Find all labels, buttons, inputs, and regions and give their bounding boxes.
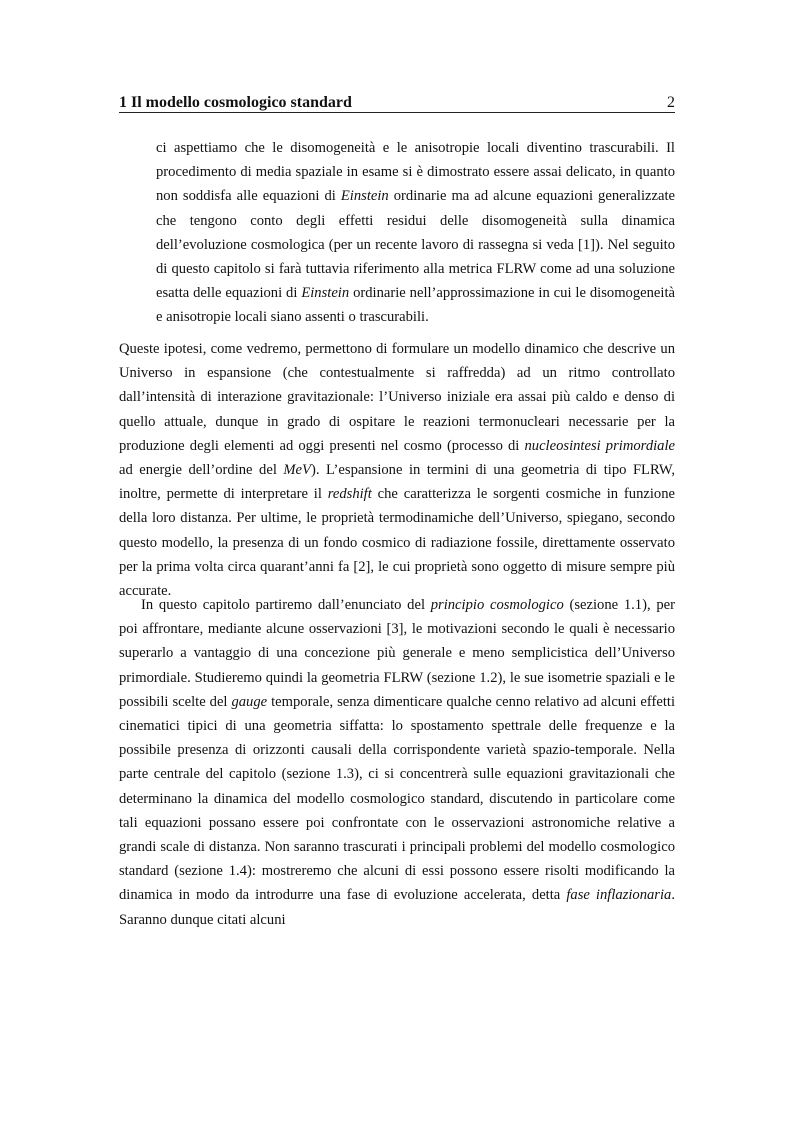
- paragraph-2: [119, 593, 675, 932]
- text-segment: ordinarie nell’approssimazione in cui le disomogeneità e anisotropie locali siano assenti o trascurabili.: [156, 285, 675, 326]
- text-segment: ci aspettiamo che le disomogeneità e le anisotropie locali diventino trascurabili. Il procedimento di media spaziale in esame si è dimostrato essere assai delicato, in quanto non soddisfa alle equazioni di: [156, 140, 675, 205]
- chapter-title: 1 Il modello cosmologico standard: [119, 94, 352, 111]
- text-segment: temporale, senza dimenticare qualche cenno relativo ad alcuni effetti cinematici tipici di una geometria siffatta: lo spostamento spettrale delle frequenze e la possibile presenza di orizzonti causali della corrispondente varietà spazio-temporale. Nella parte centrale del capitolo (sezione 1.3), ci si concentrerà sulle equazioni gravitazionali che determinano la dinamica del modello cosmologico standard, discutendo in particolare come tali equazioni possano essere poi confrontate con le osservazioni astronomiche relative a grandi scale di distanza. Non saranno trascurati i principali problemi del modello cosmologico standard (sezione 1.4): mostreremo che alcuni di essi possono essere risolti modificando la dinamica in modo da introdurre una fase di evoluzione accelerata, detta: [119, 693, 675, 904]
- text-segment: . Saranno dunque citati alcuni: [119, 887, 675, 928]
- emphasis: fase inflazionaria: [566, 887, 672, 904]
- emphasis: Einstein: [340, 188, 389, 205]
- text-segment: ordinarie ma ad alcune equazioni generalizzate che tengono conto degli effetti residui delle disomogeneità sulla dinamica dell’evoluzione cosmologica (per un recente lavoro di rassegna si veda [1]). Nel seguito di questo capitolo si farà tuttavia riferimento alla metrica FLRW come ad una soluzione esatta delle equazioni di: [156, 188, 675, 302]
- text-segment: ). L’espansione in termini di una geometria di tipo FLRW, inoltre, permette di interpretare il: [119, 462, 675, 503]
- emphasis: redshift: [327, 486, 372, 503]
- emphasis: gauge: [231, 693, 268, 710]
- emphasis: nucleosintesi primordiale: [524, 437, 675, 454]
- text-segment: ad energie dell’ordine del: [119, 462, 284, 479]
- text-segment: In questo capitolo partiremo dall’enunciato del: [141, 597, 431, 613]
- page-number: 2: [667, 94, 675, 111]
- text-segment: (sezione 1.1), per poi affrontare, mediante alcune osservazioni [3], le motivazioni secondo le quali è necessario superarlo a vantaggio di una concezione più generale e meno semplicistica dell’Universo primordiale. Studieremo quindi la geometria FLRW (sezione 1.2), le sue isometrie spaziali e le possibili scelte del: [119, 597, 675, 710]
- paragraph-1: [119, 337, 675, 603]
- emphasis: principio cosmologico: [430, 597, 564, 613]
- text-segment: Queste ipotesi, come vedremo, permettono di formulare un modello dinamico che descrive un Universo in espansione (che contestualmente si raffredda) ad un ritmo controllato dall’intensità di interazione gravitazionale: l’Universo iniziale era assai più caldo e denso di quello attuale, dunque in grado di ospitare le reazioni termonucleari necessarie per la produzione degli elementi ad oggi presenti nel cosmo (processo di: [119, 341, 675, 454]
- emphasis: MeV: [283, 462, 311, 479]
- indented-block: [156, 136, 675, 330]
- text-segment: che caratterizza le sorgenti cosmiche in funzione della loro distanza. Per ultime, le proprietà termodinamiche dell’Universo, spiegano, secondo questo modello, la presenza di un fondo cosmico di radiazione fossile, direttamente osservato per la prima volta circa quarant’anni fa [2], le cui proprietà sono oggetto di misure sempre più accurate.: [119, 486, 675, 600]
- running-header: [119, 90, 675, 113]
- emphasis: Einstein: [301, 285, 350, 302]
